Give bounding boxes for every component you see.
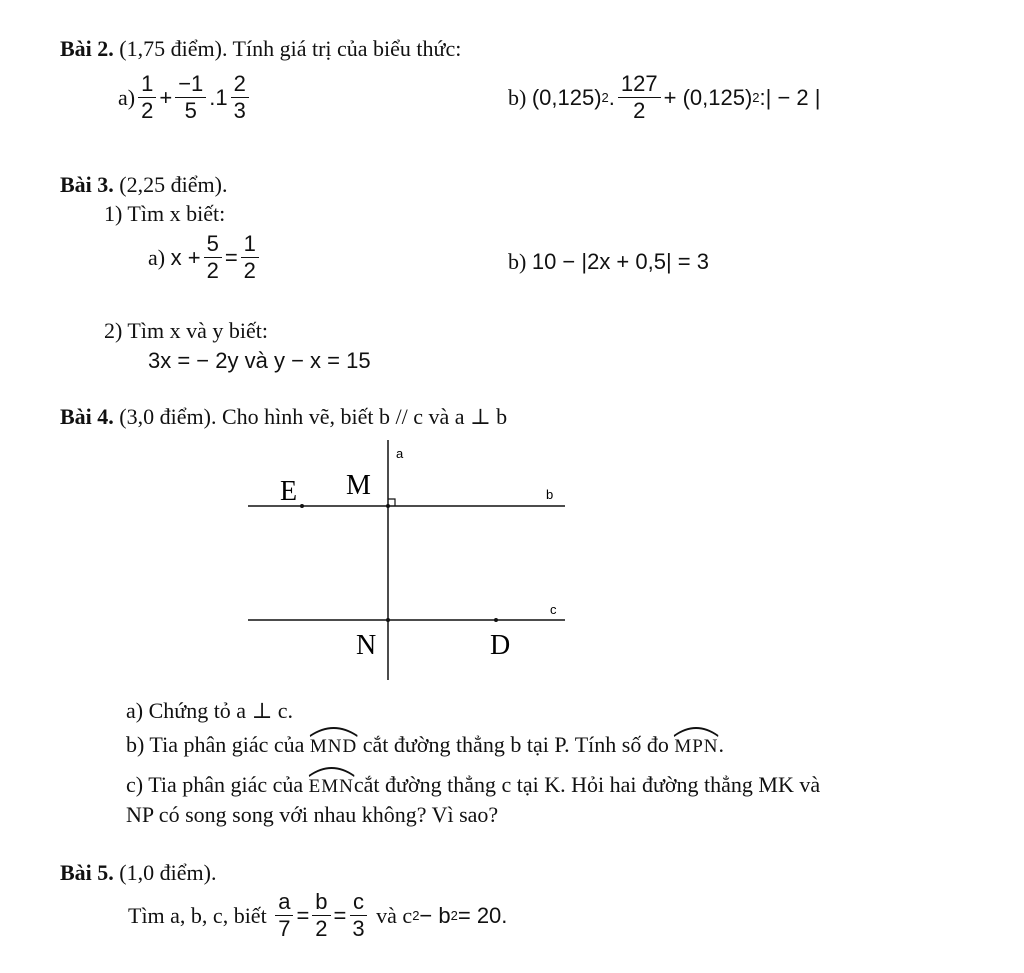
point-M [386, 504, 390, 508]
label-N: N [356, 630, 377, 661]
label-E: E [280, 476, 298, 507]
bai3-part2: 2) Tìm x và y biết: [104, 318, 268, 343]
bai4-question-c: c) Tia phân giác của EMNcắt đường thẳng c tại K. Hỏi hai đường thẳng MK và [126, 770, 820, 800]
bai3-system: 3x = − 2y và y − x = 15 [148, 348, 371, 373]
label-M: M [346, 470, 371, 501]
bai3-part-a: a) x + $\frac{5}{2}$ = $\frac{1}{2}$ [148, 232, 262, 283]
fraction: $\frac{5}{2}$ [204, 232, 222, 283]
fraction: $\frac{127}{2}$ [618, 72, 661, 123]
bai2-points: (1,75 điểm). Tính giá trị của biểu thức: [119, 36, 462, 61]
label-a: a [396, 446, 404, 461]
bai5-problem: Tìm a, b, c, biết $\frac{a}{7}$ = $\frac{b}{2}$ = $\frac{c}{3}$ và c 2 − b 2 = 20. [128, 889, 508, 941]
bai5-points: (1,0 điểm). [119, 860, 217, 885]
bai3-title [60, 172, 227, 198]
fraction: $\frac{a}{7}$ [275, 890, 293, 941]
bai2-part-b: b) (0,125) 2 . $\frac{127}{2}$ + (0,125) 2 :| − 2 | [508, 71, 821, 123]
bai4-question-c-line2: NP có song song với nhau không? Vì sao? [126, 802, 499, 827]
angle-EMN: EMN [309, 770, 354, 800]
bai2-heading: Bài 2. [60, 36, 114, 61]
fraction: $\frac{-1}{5}$ [175, 72, 206, 123]
bai2-part-a: a) $\frac{1}{2}$ + $\frac{-1}{5}$ .1 $\frac{2}{3}$ [118, 72, 252, 123]
fraction: $\frac{b}{2}$ [312, 890, 330, 941]
bai2-a-label: a) [118, 84, 136, 110]
fraction: $\frac{1}{2}$ [241, 232, 259, 283]
point-E [300, 504, 304, 508]
fraction: $\frac{c}{3}$ [349, 890, 367, 941]
point-D [494, 618, 498, 622]
bai3-points: (2,25 điểm). [119, 172, 228, 197]
bai2-b-label: b) [508, 84, 527, 110]
bai4-points: (3,0 điểm). Cho hình vẽ, biết b // c và a ⊥ b [119, 404, 508, 429]
bai3-heading: Bài 3. [60, 172, 114, 197]
bai4-heading: Bài 4. [60, 404, 114, 429]
bai3-part-b: b) 10 − |2x + 0,5| = 3 [508, 249, 709, 274]
label-D: D [490, 630, 511, 661]
geometry-figure [240, 436, 580, 684]
fraction: $\frac{1}{2}$ [138, 72, 156, 123]
point-N [386, 618, 390, 622]
bai4-title [60, 404, 507, 430]
angle-MND: MND [310, 730, 357, 760]
bai3-part1: 1) Tìm x biết: [104, 201, 226, 226]
angle-MPN: MPN [674, 730, 718, 760]
bai4-question-a: a) Chứng tỏ a ⊥ c. [126, 698, 294, 723]
bai2-title [60, 36, 461, 62]
fraction: $\frac{2}{3}$ [231, 72, 249, 123]
bai5-title [60, 860, 216, 886]
label-c: c [550, 602, 557, 617]
label-b: b [546, 487, 554, 502]
bai5-heading: Bài 5. [60, 860, 114, 885]
bai4-question-b: b) Tia phân giác của MND cắt đường thẳng b tại P. Tính số đo MPN. [126, 730, 724, 760]
